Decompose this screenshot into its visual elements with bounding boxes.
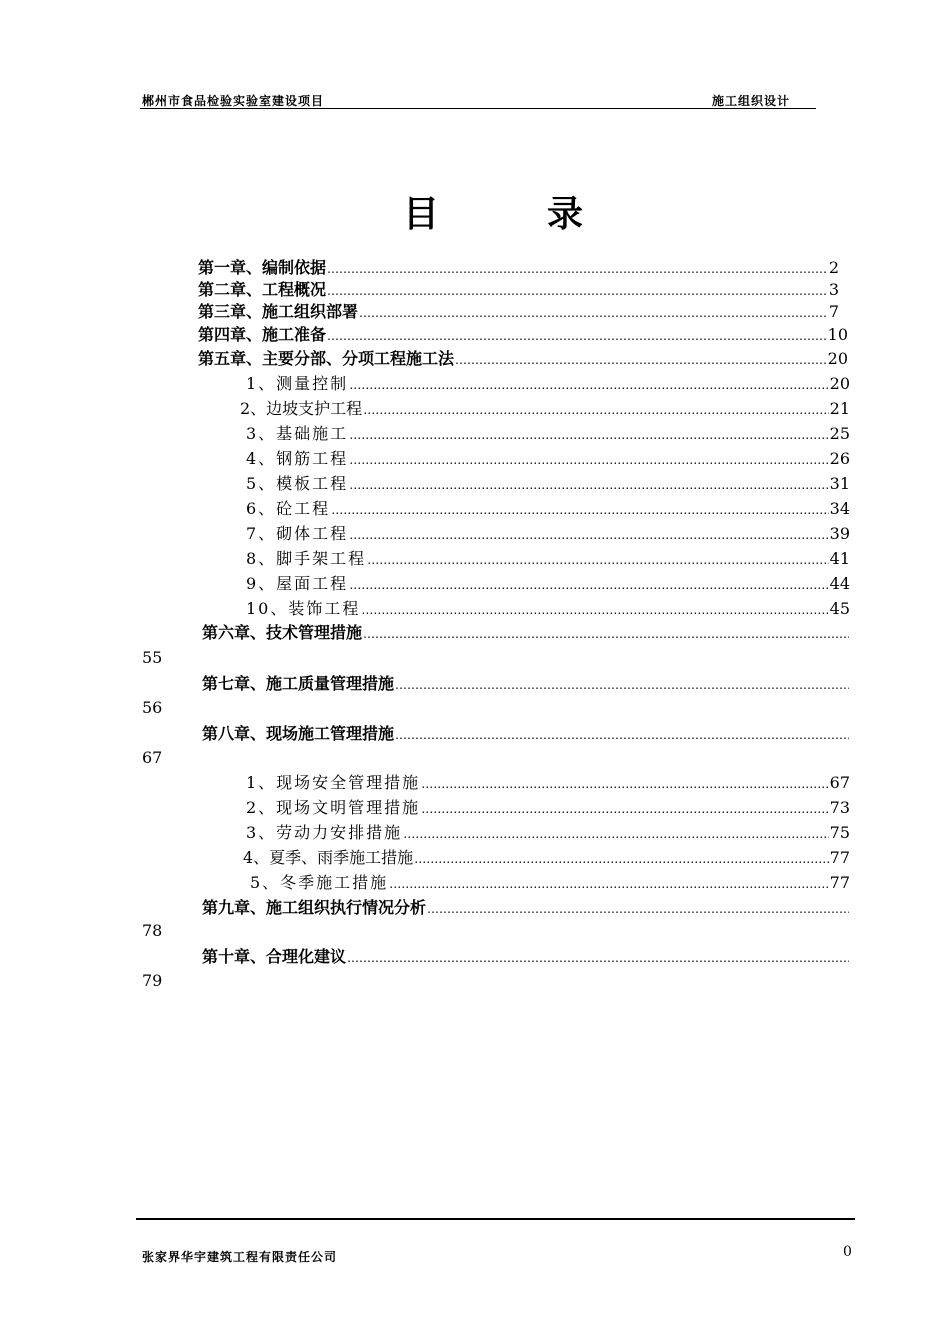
header-rule bbox=[140, 108, 816, 109]
toc-entry[interactable] bbox=[246, 796, 850, 820]
toc-leader bbox=[455, 348, 827, 372]
toc-label: 第八章、现场施工管理措施 bbox=[202, 724, 395, 743]
toc-entry[interactable] bbox=[246, 597, 850, 621]
toc-leader bbox=[327, 324, 827, 348]
toc-page: 77 bbox=[829, 873, 850, 892]
toc-entry[interactable] bbox=[246, 497, 850, 521]
toc-label: 8、脚手架工程 bbox=[246, 549, 367, 568]
toc-entry[interactable] bbox=[246, 572, 850, 596]
toc-label: 2、边坡支护工程 bbox=[240, 399, 363, 418]
toc-label: 第九章、施工组织执行情况分析 bbox=[202, 898, 427, 917]
toc-page: 75 bbox=[829, 823, 850, 842]
toc-page: 10 bbox=[827, 325, 848, 344]
header-doc-type: 施工组织设计 bbox=[712, 94, 791, 108]
toc-page: 34 bbox=[829, 499, 850, 518]
toc-entry[interactable] bbox=[246, 372, 850, 396]
toc-label: 1、测量控制 bbox=[246, 374, 349, 393]
toc-label: 6、砼工程 bbox=[246, 499, 331, 518]
toc-leader bbox=[361, 598, 828, 622]
toc-page: 67 bbox=[829, 773, 850, 792]
toc-leader bbox=[403, 822, 828, 846]
toc-leader bbox=[331, 498, 828, 522]
toc-leader bbox=[363, 622, 849, 646]
toc-label: 第一章、编制依据 bbox=[198, 258, 327, 277]
toc-entry[interactable] bbox=[202, 896, 850, 920]
toc-page: 20 bbox=[829, 374, 850, 393]
toc-label: 第二章、工程概况 bbox=[198, 280, 327, 299]
toc-leader bbox=[421, 772, 828, 796]
title-char-2: 录 bbox=[547, 194, 584, 235]
toc-entry[interactable] bbox=[240, 397, 850, 421]
toc-entry[interactable] bbox=[198, 256, 839, 280]
toc-page: 73 bbox=[829, 798, 850, 817]
toc-entry[interactable] bbox=[246, 522, 850, 546]
title-char-1: 目 bbox=[403, 194, 440, 235]
toc-leader bbox=[395, 723, 849, 747]
toc-label: 9、屋面工程 bbox=[246, 574, 349, 593]
toc-label: 第六章、技术管理措施 bbox=[202, 623, 363, 642]
toc-leader bbox=[349, 373, 828, 397]
toc-leader bbox=[349, 448, 828, 472]
toc-label: 5、模板工程 bbox=[246, 474, 349, 493]
toc-entry[interactable] bbox=[202, 945, 850, 969]
toc-leader bbox=[389, 872, 828, 896]
footer-rule bbox=[136, 1218, 855, 1220]
toc-page: 26 bbox=[829, 449, 850, 468]
toc-page: 45 bbox=[829, 599, 850, 618]
header-project-name: 郴州市食品检验实验室建设项目 bbox=[142, 94, 325, 108]
toc-label: 4、夏季、雨季施工措施 bbox=[243, 848, 414, 867]
toc-leader bbox=[347, 946, 849, 970]
toc-leader bbox=[349, 523, 828, 547]
toc-page: 56 bbox=[142, 698, 163, 717]
page-title bbox=[403, 186, 583, 237]
toc-entry[interactable] bbox=[202, 621, 850, 645]
toc-entry[interactable] bbox=[246, 472, 850, 496]
toc-entry[interactable] bbox=[243, 846, 850, 870]
toc-entry[interactable] bbox=[246, 422, 850, 446]
toc-page: 31 bbox=[829, 474, 850, 493]
toc-page: 25 bbox=[829, 424, 850, 443]
toc-entry[interactable] bbox=[202, 672, 850, 696]
toc-entry[interactable] bbox=[246, 547, 850, 571]
toc-label: 第十章、合理化建议 bbox=[202, 947, 347, 966]
toc-page: 20 bbox=[827, 349, 848, 368]
toc-page: 3 bbox=[828, 280, 839, 299]
toc-leader bbox=[349, 573, 828, 597]
toc-leader bbox=[349, 473, 828, 497]
toc-page: 21 bbox=[829, 399, 850, 418]
toc-label: 3、基础施工 bbox=[246, 424, 349, 443]
toc-leader bbox=[367, 548, 828, 572]
footer-company: 张家界华宇建筑工程有限责任公司 bbox=[142, 1250, 338, 1264]
toc-page: 39 bbox=[829, 524, 850, 543]
toc-label: 第七章、施工质量管理措施 bbox=[202, 674, 395, 693]
toc-entry[interactable] bbox=[202, 722, 850, 746]
toc-page: 7 bbox=[828, 302, 839, 321]
toc-label: 第三章、施工组织部署 bbox=[198, 302, 359, 321]
toc-entry[interactable] bbox=[246, 447, 850, 471]
toc-page: 44 bbox=[829, 574, 850, 593]
toc-page: 41 bbox=[829, 549, 850, 568]
toc-leader bbox=[421, 797, 828, 821]
toc-page: 2 bbox=[828, 258, 839, 277]
toc-leader bbox=[349, 423, 828, 447]
toc-entry[interactable] bbox=[246, 771, 850, 795]
toc-entry[interactable] bbox=[246, 821, 850, 845]
toc-label: 7、砌体工程 bbox=[246, 524, 349, 543]
toc-leader bbox=[395, 673, 849, 697]
toc-page: 78 bbox=[142, 921, 163, 940]
toc-page: 67 bbox=[142, 748, 163, 767]
toc-leader bbox=[427, 897, 849, 921]
toc-label: 5、冬季施工措施 bbox=[250, 873, 389, 892]
toc-page: 79 bbox=[142, 971, 163, 990]
toc-page: 55 bbox=[142, 648, 163, 667]
toc-leader bbox=[363, 398, 828, 422]
footer-page-number: 0 bbox=[843, 1244, 852, 1260]
toc-leader bbox=[359, 301, 828, 325]
toc-label: 10、装饰工程 bbox=[246, 599, 361, 618]
toc-label: 第四章、施工准备 bbox=[198, 325, 327, 344]
toc-entry[interactable] bbox=[198, 323, 848, 347]
toc-leader bbox=[414, 847, 828, 871]
toc-entry[interactable] bbox=[198, 347, 848, 371]
toc-entry[interactable] bbox=[198, 278, 839, 302]
toc-label: 3、劳动力安排措施 bbox=[246, 823, 403, 842]
toc-label: 2、现场文明管理措施 bbox=[246, 798, 421, 817]
toc-label: 4、钢筋工程 bbox=[246, 449, 349, 468]
toc-label: 第五章、主要分部、分项工程施工法 bbox=[198, 349, 455, 368]
toc-page: 77 bbox=[829, 848, 850, 867]
toc-entry[interactable] bbox=[250, 871, 850, 895]
toc-label: 1、现场安全管理措施 bbox=[246, 773, 421, 792]
toc-entry[interactable] bbox=[198, 300, 839, 324]
